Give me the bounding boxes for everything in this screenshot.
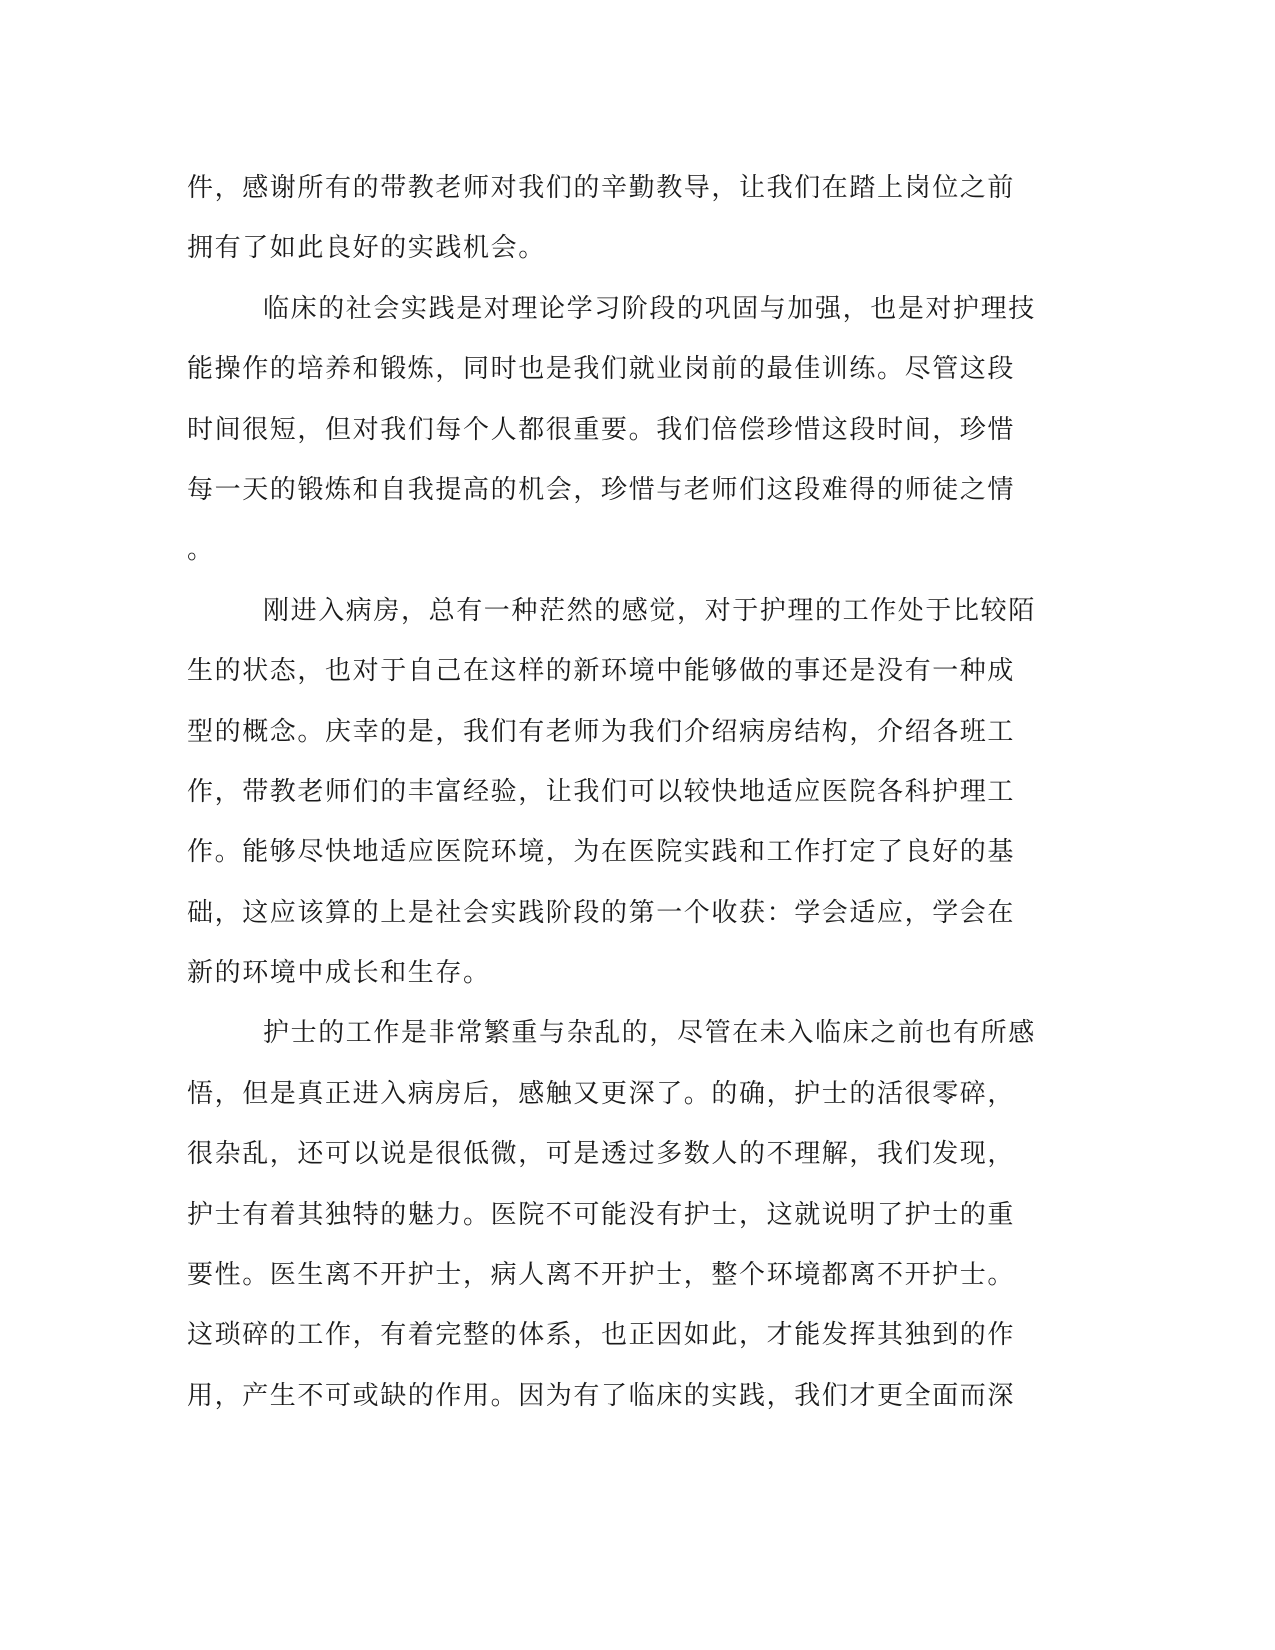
text-line: 件，感谢所有的带教老师对我们的辛勤教导，让我们在踏上岗位之前 — [187, 173, 1016, 203]
text-line: 生的状态，也对于自己在这样的新环境中能够做的事还是没有一种成 — [187, 656, 1016, 687]
text-line: 作。能够尽快地适应医院环境，为在医院实践和工作打定了良好的基 — [187, 837, 1016, 868]
paragraph-start-line: 刚进入病房，总有一种茫然的感觉，对于护理的工作处于比较陌 — [263, 595, 1036, 626]
text-line: 型的概念。庆幸的是，我们有老师为我们介绍病房结构，介绍各班工 — [187, 716, 1016, 747]
text-line: 拥有了如此良好的实践机会。 — [187, 233, 546, 264]
paragraph-start-line: 临床的社会实践是对理论学习阶段的巩固与加强，也是对护理技 — [263, 293, 1036, 324]
text-line: 要性。医生离不开护士，病人离不开护士，整个环境都离不开护士。 — [187, 1260, 1016, 1291]
text-line: 时间很短，但对我们每个人都很重要。我们倍偿珍惜这段时间，珍惜 — [187, 414, 1016, 445]
text-line: 用，产生不可或缺的作用。因为有了临床的实践，我们才更全面而深 — [187, 1380, 1016, 1411]
paragraph-start-line: 护士的工作是非常繁重与杂乱的，尽管在未入临床之前也有所感 — [263, 1018, 1036, 1049]
document-body — [187, 158, 1067, 1426]
text-line: 很杂乱，还可以说是很低微，可是透过多数人的不理解，我们发现， — [187, 1139, 1016, 1170]
text-line: 护士有着其独特的魅力。医院不可能没有护士，这就说明了护士的重 — [187, 1199, 1016, 1230]
text-line: 能操作的培养和锻炼，同时也是我们就业岗前的最佳训练。尽管这段 — [187, 354, 1016, 385]
text-line: 础，这应该算的上是社会实践阶段的第一个收获：学会适应，学会在 — [187, 897, 1016, 928]
text-line: 新的环境中成长和生存。 — [187, 958, 491, 989]
text-line: 。 — [187, 535, 215, 566]
text-line: 每一天的锻炼和自我提高的机会，珍惜与老师们这段难得的师徒之情 — [187, 474, 1016, 505]
text-line: 这琐碎的工作，有着完整的体系，也正因如此，才能发挥其独到的作 — [187, 1320, 1016, 1351]
text-line: 作，带教老师们的丰富经验，让我们可以较快地适应医院各科护理工 — [187, 776, 1016, 807]
text-line: 悟，但是真正进入病房后，感触又更深了。的确，护士的活很零碎， — [187, 1078, 1016, 1109]
